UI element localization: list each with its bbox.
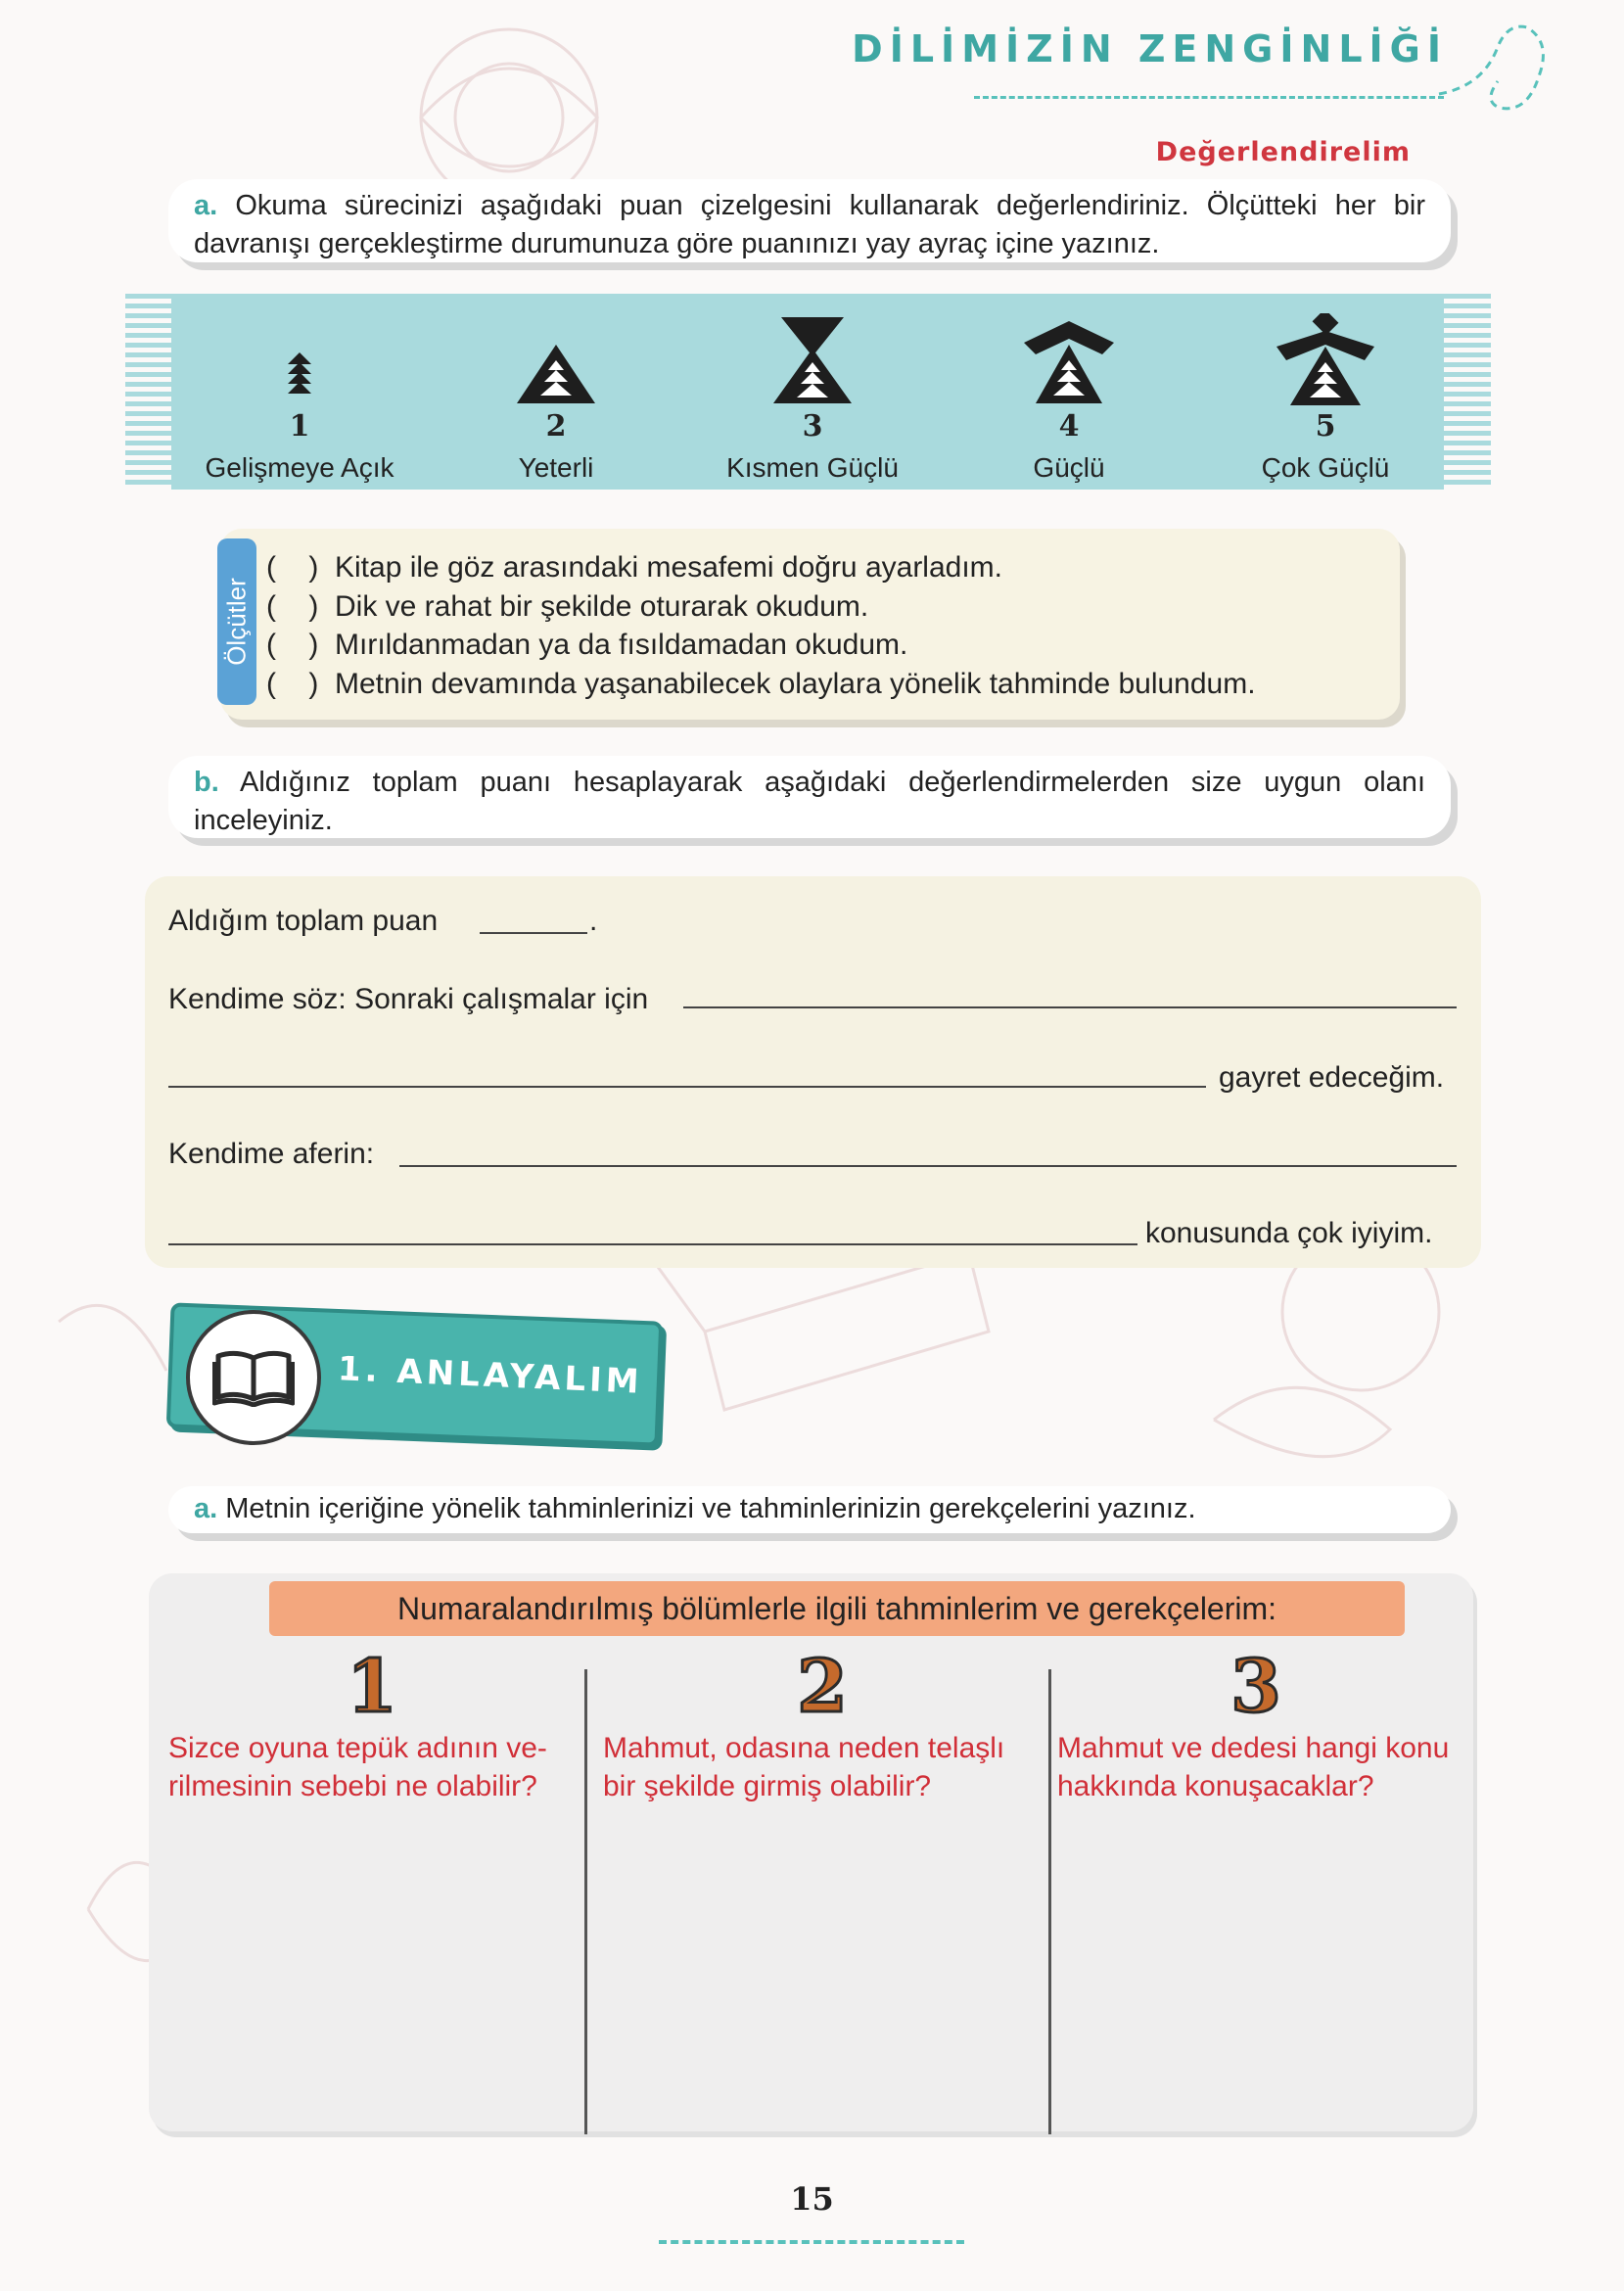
instruction-c-text: Metnin içeriğine yönelik tahminlerinizi ve tahminlerinizin gerekçelerini yazınız. bbox=[225, 1493, 1196, 1524]
strip-fringe-left bbox=[125, 294, 172, 490]
rating-4-label: Güçlü bbox=[1033, 452, 1105, 483]
prediction-1-number: 1 bbox=[347, 1645, 397, 1729]
column-divider bbox=[1048, 1669, 1051, 2134]
promise-field-line-1[interactable] bbox=[683, 1006, 1457, 1008]
instruction-c bbox=[168, 1486, 1451, 1533]
criteria-item bbox=[266, 587, 1256, 627]
rating-2-number: 2 bbox=[545, 409, 567, 444]
promise-end: gayret edeceğim. bbox=[1219, 1061, 1445, 1094]
rating-4-icon bbox=[942, 313, 1196, 411]
criteria-item bbox=[266, 626, 1256, 665]
criteria-item bbox=[266, 548, 1256, 587]
section-banner-icon-circle bbox=[186, 1310, 321, 1445]
header-dashed-line bbox=[974, 96, 1444, 99]
praise-field-line-2[interactable] bbox=[168, 1243, 1137, 1245]
instruction-a-text: Okuma sürecinizi aşağıdaki puan çizelgesini kullanarak değerlendiriniz. Ölçütteki her bir davranışı gerçekleştirme durumunuza göre puanınızı yay ayraç içine yazınız. bbox=[194, 190, 1425, 259]
book-title: DİLİMİZİN ZENGİNLİĞİ bbox=[852, 27, 1448, 70]
prediction-1-answer-area[interactable] bbox=[168, 1821, 575, 2115]
rating-3-number: 3 bbox=[802, 409, 823, 444]
page-number: 15 bbox=[790, 2180, 834, 2218]
prediction-3-answer-area[interactable] bbox=[1059, 1821, 1461, 2115]
promise-label: Kendime söz: Sonraki çalışmalar için bbox=[168, 983, 649, 1015]
instruction-b-mark: b. bbox=[194, 767, 219, 798]
criteria-item bbox=[266, 665, 1256, 704]
section-tag: Değerlendirelim bbox=[1155, 137, 1411, 167]
prediction-3-number: 3 bbox=[1230, 1645, 1281, 1729]
rating-1-label: Gelişmeye Açık bbox=[205, 452, 394, 483]
column-divider bbox=[584, 1669, 587, 2134]
instruction-b-text: Aldığınız toplam puanı hesaplayarak aşağıdaki değerlendirmelerden size uygun olanı inceleyiniz. bbox=[194, 767, 1425, 836]
criteria-item-text: Dik ve rahat bir şekilde oturarak okudum. bbox=[335, 589, 869, 623]
praise-field-line-1[interactable] bbox=[399, 1165, 1457, 1167]
rating-5-icon bbox=[1198, 313, 1453, 411]
instruction-c-mark: a. bbox=[194, 1493, 218, 1524]
score-input-paren[interactable]: ( ) bbox=[266, 551, 319, 584]
rating-3-icon bbox=[685, 313, 940, 411]
open-book-icon bbox=[212, 1348, 295, 1407]
criteria-tab bbox=[217, 538, 256, 705]
total-score-end: . bbox=[589, 905, 598, 937]
criteria-item-text: Mırıldanmadan ya da fısıldamadan okudum. bbox=[335, 629, 908, 661]
rating-5-number: 5 bbox=[1315, 409, 1336, 444]
promise-field-line-2[interactable] bbox=[168, 1086, 1206, 1088]
prediction-2-number: 2 bbox=[797, 1645, 848, 1729]
criteria-item-text: Kitap ile göz arasındaki mesafemi doğru ayarladım. bbox=[335, 551, 1003, 584]
criteria-item-text: Metnin devamında yaşanabilecek olaylara yönelik tahminde bulundum. bbox=[335, 667, 1256, 700]
rating-1-number: 1 bbox=[289, 409, 310, 444]
criteria-tab-label: Ölçütler bbox=[221, 578, 252, 666]
instruction-a-mark: a. bbox=[194, 190, 218, 221]
prediction-2-question: Mahmut, odasına neden telaşlı bir şekilde girmiş olabilir? bbox=[603, 1732, 1005, 1802]
prediction-1-question: Sizce oyuna tepük adının ve-rilmesinin sebebi ne olabilir? bbox=[168, 1732, 547, 1802]
instruction-a bbox=[168, 179, 1451, 262]
predictions-header: Numaralandırılmış bölümlerle ilgili tahminlerim ve gerekçelerim: bbox=[269, 1581, 1405, 1636]
praise-label: Kendime aferin: bbox=[168, 1138, 375, 1170]
score-input-paren[interactable]: ( ) bbox=[266, 629, 319, 661]
score-input-paren[interactable]: ( ) bbox=[266, 589, 319, 623]
score-input-paren[interactable]: ( ) bbox=[266, 667, 319, 700]
rating-2-icon bbox=[429, 313, 683, 411]
rating-3-label: Kısmen Güçlü bbox=[726, 452, 899, 483]
rating-5-label: Çok Güçlü bbox=[1261, 452, 1390, 483]
rating-1-icon bbox=[172, 313, 427, 411]
header-curl-ornament bbox=[1429, 18, 1547, 125]
prediction-2-answer-area[interactable] bbox=[599, 1821, 1040, 2115]
instruction-b bbox=[168, 756, 1451, 838]
total-score-label: Aldığım toplam puan bbox=[168, 905, 439, 937]
total-score-field[interactable] bbox=[480, 932, 587, 934]
section-banner-title: 1. ANLAYALIM bbox=[337, 1349, 644, 1402]
criteria-list bbox=[266, 548, 1256, 703]
footer-dashed-line bbox=[659, 2240, 964, 2244]
rating-4-number: 4 bbox=[1058, 409, 1080, 444]
rating-2-label: Yeterli bbox=[518, 452, 594, 483]
praise-end: konusunda çok iyiyim. bbox=[1145, 1217, 1433, 1249]
prediction-3-question: Mahmut ve dedesi hangi konu hakkında konuşacaklar? bbox=[1057, 1732, 1450, 1802]
